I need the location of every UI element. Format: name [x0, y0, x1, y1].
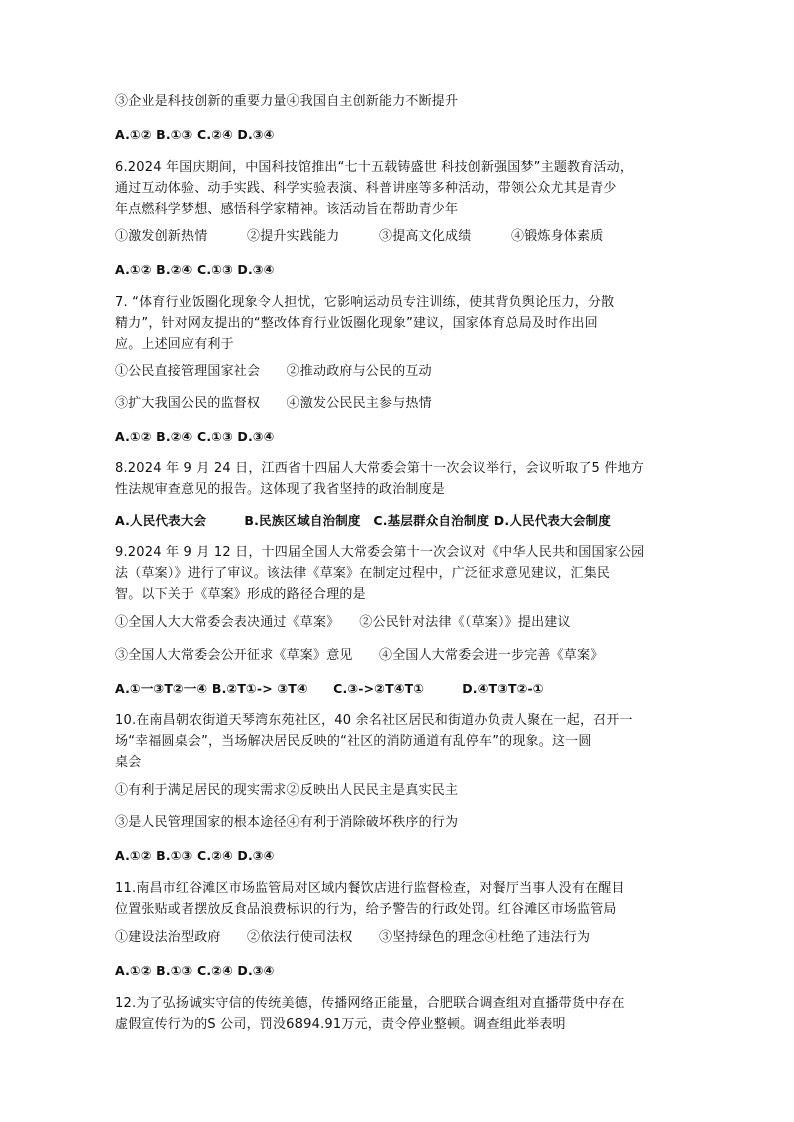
- option-line: ③企业是科技创新的重要力量④我国自主创新能力不断提升: [115, 94, 459, 109]
- question-9-text: 法（草案）》进行了审议。该法律《草案》在制定过程中，广泛征求意见建议，汇集民: [115, 566, 611, 581]
- question-8-text: 8.2024 年 9 月 24 日，江西省十四届人大常委会第十一次会议举行，会议听取了5 件地方: [115, 461, 644, 476]
- question-11-text: 11.南昌市红谷滩区市场监管局对区域内餐饮店进行监督检查，对餐厅当事人没有在醒目: [115, 881, 625, 896]
- question-6-text: 6.2024 年国庆期间，中国科技馆推出“七十五载铸盛世 科技创新强国梦”主题教育活动，: [115, 160, 634, 175]
- answer-choices: A.①② B.②④ C.①③ D.③④: [115, 429, 275, 444]
- question-11-text: 位置张贴或者摆放反食品浪费标识的行为，给予警告的行政处罚。红谷滩区市场监管局: [115, 902, 617, 917]
- option-line: ③扩大我国公民的监督权 ④激发公民民主参与热情: [115, 396, 432, 411]
- question-7-text: 精力”，针对网友提出的“整改体育行业饭圈化现象”建议，国家体育总局及时作出回: [115, 316, 598, 331]
- question-6-text: 通过互动体验、动手实践、科学实验表演、科普讲座等多种活动，带领公众尤其是青少: [115, 181, 617, 196]
- question-7-text: 7. “体育行业饭圈化现象令人担忧，它影响运动员专注训练，使其背负舆论压力，分散: [115, 295, 615, 310]
- question-9-text: 9.2024 年 9 月 12 日，十四届全国人大常委会第十一次会议对《中华人民共和国国家公园: [115, 545, 645, 560]
- option-line: ③是人民管理国家的根本途径④有利于消除破坏秩序的行为: [115, 815, 459, 830]
- option-line: ①公民直接管理国家社会 ②推动政府与公民的互动: [115, 364, 432, 379]
- option-line: ①建设法治型政府 ②依法行使司法权 ③坚持绿色的理念④杜绝了违法行为: [115, 930, 591, 945]
- question-12-text: 虚假宣传行为的S 公司，罚没6894.91万元，责令停业整顿。调查组此举表明: [115, 1017, 566, 1032]
- answer-choices: A.①② B.②④ C.①③ D.③④: [115, 262, 275, 277]
- answer-choices: A.人民代表大会 B.民族区域自治制度 C.基层群众自治制度 D.人民代表大会制度: [115, 513, 611, 528]
- answer-choices: A.①一③T②一④ B.②T①-> ③T④ C.③->②T④T① D.④T③T②-①: [115, 681, 544, 696]
- option-line: ①激发创新热情 ②提升实践能力 ③提高文化成绩 ④锻炼身体素质: [115, 229, 604, 244]
- question-12-text: 12.为了弘扬诚实守信的传统美德，传播网络正能量，合肥联合调查组对直播带货中存在: [115, 996, 625, 1011]
- question-6-text: 年点燃科学梦想、感悟科学家精神。该活动旨在帮助青少年: [115, 202, 459, 217]
- question-10-text: 10.在南昌朝农街道天琴湾东苑社区，40 余名社区居民和街道办负责人聚在一起，召开一: [115, 713, 633, 728]
- question-8-text: 性法规审查意见的报告。这体现了我省坚持的政治制度是: [115, 482, 446, 497]
- answer-choices: A.①② B.①③ C.②④ D.③④: [115, 848, 275, 863]
- question-9-text: 智。以下关于《草案》形成的路径合理的是: [115, 587, 366, 602]
- question-7-text: 应。上述回应有利于: [115, 337, 234, 352]
- option-line: ③全国人大常委会公开征求《草案》意见 ④全国人大常委会进一步完善《草案》: [115, 648, 604, 663]
- question-10-text: 场“幸福圆桌会”，当场解决居民反映的“社区的消防通道有乱停车”的现象。这一圆: [115, 734, 592, 749]
- answer-choices: A.①② B.①③ C.②④ D.③④: [115, 963, 275, 978]
- option-line: ①有利于满足居民的现实需求②反映出人民民主是真实民主: [115, 783, 459, 798]
- question-10-text: 桌会: [115, 755, 142, 770]
- option-line: ①全国人大大常委会表决通过《草案》 ②公民针对法律《（草案）》提出建议: [115, 615, 571, 630]
- answer-choices: A.①② B.①③ C.②④ D.③④: [115, 127, 275, 142]
